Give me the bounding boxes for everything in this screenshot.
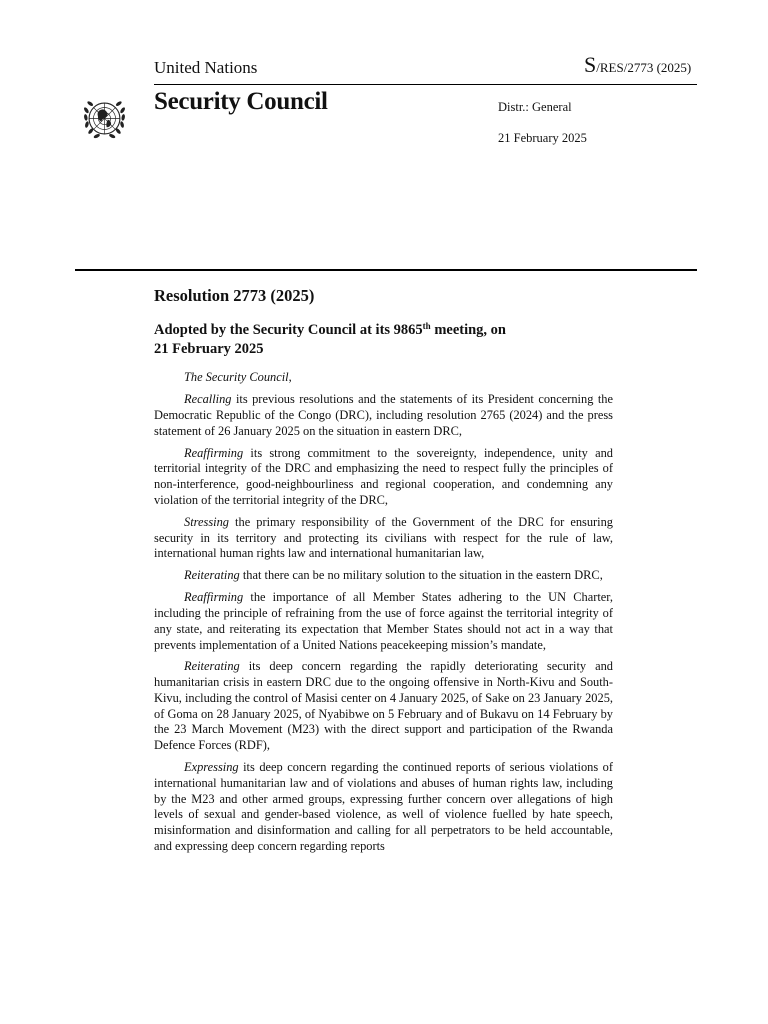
symbol-number: /RES/2773 (2025): [596, 60, 692, 75]
organ-name: Security Council: [154, 88, 328, 115]
paragraph-text: the importance of all Member States adhering to the UN Charter, including the principle of refraining from the use of force against the territorial integrity of any state, and reiterating its expectation that Member States should not act in a way that prevents implementation of a United Nations peacekeeping mission’s mandate,: [154, 590, 613, 652]
organization-name: United Nations: [154, 58, 258, 77]
paragraph-text: its strong commitment to the sovereignty, independence, unity and territorial integrity of the DRC and emphasizing the need to respect fully the principles of non-interference, good-neighbourliness and regional cooperation, and condemning any violation of the territorial integrity of the DRC,: [154, 445, 613, 507]
paragraph-text: its previous resolutions and the statements of its President concerning the Democratic Republic of the Congo (DRC), including resolution 2765 (2024) and the press statement of 26 January 2025 on the situation in eastern DRC,: [154, 392, 613, 438]
adoption-text-end: meeting, on: [430, 322, 506, 338]
paragraph-text: the primary responsibility of the Government of the DRC for ensuring security in its territory and protecting its civilians with respect for the rule of law, international human rights law and international humanitarian law,: [154, 514, 613, 561]
preamble-paragraph: [154, 446, 613, 509]
symbol-prefix: S: [584, 52, 597, 77]
preamble-paragraph: [154, 760, 613, 855]
preamble-paragraph: [154, 659, 613, 754]
distribution-label: Distr.: General: [498, 100, 572, 114]
paragraph-lead: Stressing: [184, 514, 229, 529]
paragraph-lead: The Security Council: [184, 370, 289, 384]
preamble-paragraph: [154, 392, 613, 439]
paragraph-text: its deep concern regarding the rapidly deteriorating security and humanitarian crisis in eastern DRC due to the ongoing offensive in North-Kivu and South-Kivu, including the control of Masisi center on 4 January 2025, of Sake on 23 January 2025, of Goma on 28 January 2025, of Nyabibwe on 5 February and of Bukavu on 14 February by the 23 March Movement (M23) with the direct support and participation of the Rwanda Defence Forces (RDF),: [154, 659, 613, 753]
paragraph-lead: Reaffirming: [184, 445, 244, 460]
preamble-paragraph: [154, 515, 613, 562]
paragraph-text: ,: [288, 370, 292, 384]
adoption-statement: [154, 321, 594, 359]
preamble-opening: [154, 370, 613, 386]
paragraph-text: that there can be no military solution to the situation in the eastern DRC,: [239, 568, 603, 583]
ordinal-suffix: th: [422, 321, 431, 331]
paragraph-lead: Reiterating: [184, 659, 240, 674]
paragraph-lead: Reiterating: [184, 568, 240, 583]
paragraph-text: its deep concern regarding the continued reports of serious violations of international humanitarian law and of violations and abuses of human rights law, including by the M23 and other armed groups, expressing further concern over allegations of high levels of sexual and gender-based violence, as well of violence fuelled by hate speech, misinformation and disinformation and calling for all perpetrators to be held accountable, and expressing deep concern regarding reports: [154, 760, 613, 853]
preamble-paragraph: [154, 568, 613, 584]
header-rule: [154, 84, 697, 85]
un-emblem-icon: [77, 91, 132, 146]
preamble-paragraph: [154, 590, 613, 653]
adoption-date: 21 February 2025: [154, 341, 264, 357]
resolution-title: Resolution 2773 (2025): [154, 286, 315, 305]
paragraph-lead: Reaffirming: [184, 590, 244, 605]
paragraph-lead: Expressing: [184, 760, 239, 775]
paragraph-lead: Recalling: [184, 392, 232, 407]
header-bottom-rule: [75, 269, 697, 271]
adoption-text-start: Adopted by the Security Council at its 9865: [154, 322, 423, 338]
document-date: 21 February 2025: [498, 131, 587, 145]
document-symbol: [584, 52, 691, 78]
resolution-body: [154, 370, 613, 861]
